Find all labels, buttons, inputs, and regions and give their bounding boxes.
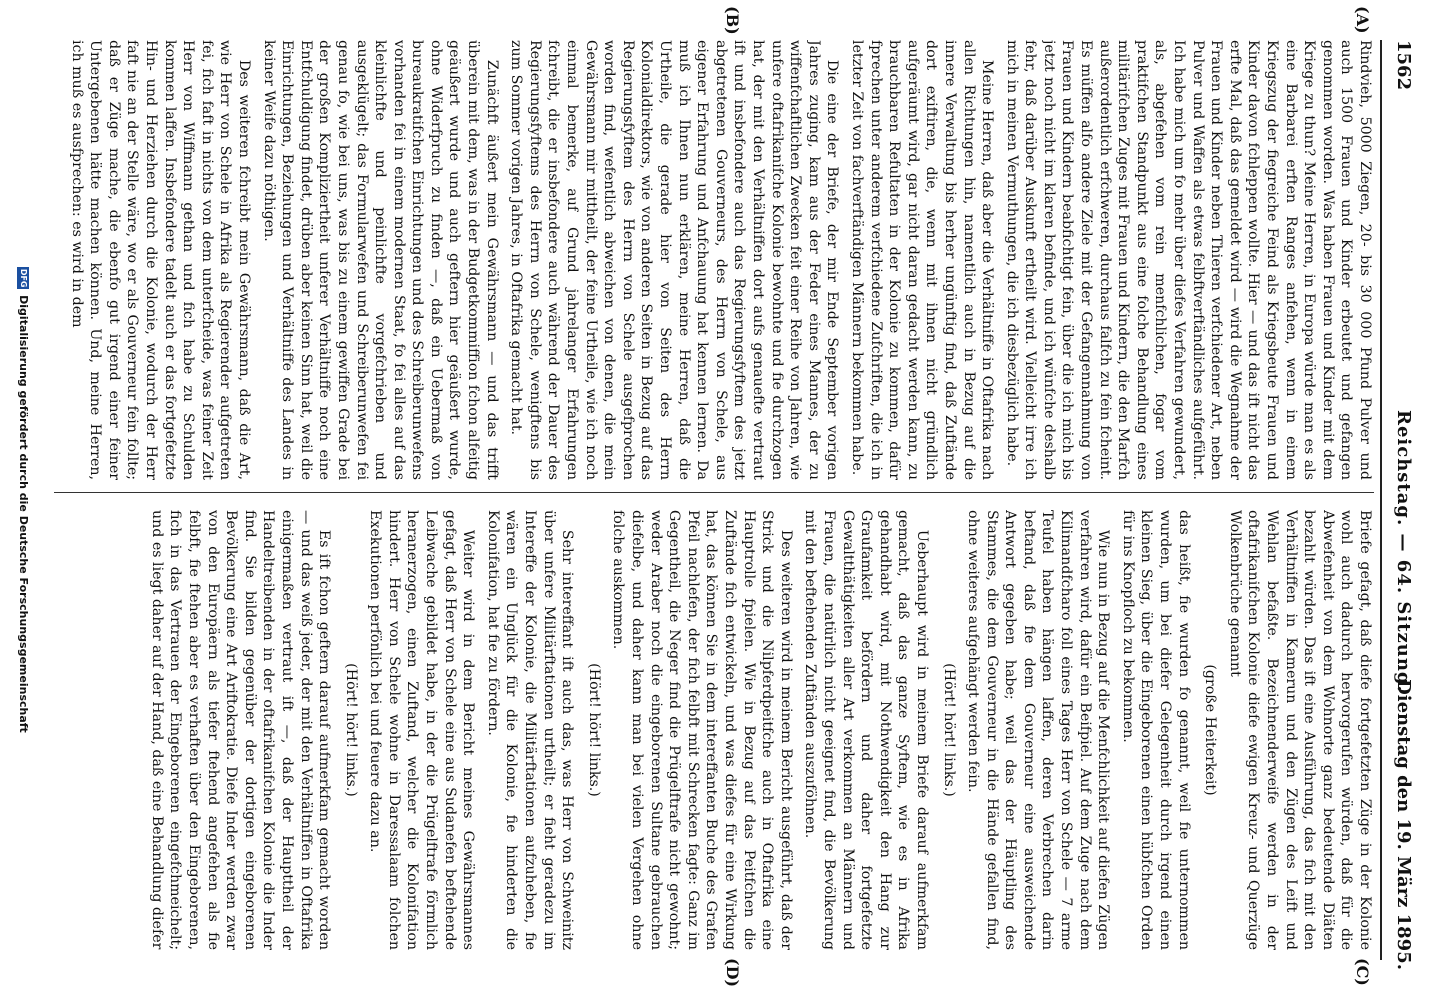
session-title: Reichstag. — 64. Sitzung. — [1393, 410, 1414, 693]
margin-marker-b: (B) — [723, 6, 742, 35]
dfg-logo-icon: DFG — [19, 268, 28, 288]
credit-text: Digitalisierung gefördert durch die Deutsche Forschungsgemeinschaft — [17, 295, 30, 733]
interjection: (große Heiterkeit) — [1202, 664, 1219, 796]
paragraph: Briefe gefagt, daß diefe fortgefetzten Züge in der Kolonie wohl auch dadurch hervorgerufen würden, daß für die Abwefenheit von dem Wohnorte ganz bedeutende Diäten bezahlt würden. Das ift eine Ausführung, das fich mit den Verhältniffen in Kamerun und den Zügen des Leift und Wehlan befaßte. Bezeichnenderweife werden in der oftafrikanifchen Kolonie diefe ewigen Kreuz- und Querzüge Wolkenbrüche genannt — [1226, 510, 1373, 950]
interjection: (Hört! hört! links.) — [342, 663, 359, 797]
paragraph: Des weiteren wird in meinem Bericht ausgeführt, daß der Strick und die Nilpferdpeitfche auch in Oftafrika eine Hauptrolle fpielen. Wie in Bezug auf das Peitfchen die Zuftände fich entwickeln, und was diefes für eine Wirkung hat, das können Sie in dem intereffanten Buche des Grafen Pfeil nachlefen, der fich felbft mit Schrecken fagte: Ganz im Gegentheil, die Neger find die Prügelftrafe nicht gewohnt; weder Araber noch die eingeborenen Sultane gebrauchen diefelbe, und daher kann man bei vielen Vergehen ohne folche auskommen. — [610, 510, 794, 950]
paragraph: Es ift fchon geftern darauf aufmerkfam gemacht worden — und das weiß jeder, der mit den Verhältniffen in Oftafrika einigermaßen vertraut ift —, daß der Haupttheil der Handeltreibenden in der oftafrikanifchen Kolonie die Inder find. Sie bilden gegenüber der dortigen eingeborenen Bevölkerung eine Art Ariftokratie. Diefe Inder werden zwar von den Europäern als tiefer ftehend angefehen als fie felbft, fie ftehen aber es verhaften über den Eingeborenen, fich in das Vertrauen der Eingeborenen eingefchmeichelt; und es liegt daher auf der Hand, daß eine Behandlung diefer — [148, 510, 333, 950]
paragraph: Wie nun in Bezug auf die Menfchlichkeit auf diefen Zügen verfahren wird, dafür ein Beifpiel. Auf dem Zuge nach dem Kilimandfcharo foll eines Tages Herr von Schele — 7 arme Teufel haben hängen laffen, deren Verbrechen darin beftand, daß fie dem Gouverneur eine ausweichende Antwort gegeben habe; weil das der Häuptling des Stammes, die dem Gouverneur in die Hände gefallen find, ohne weiteres aufgehängt werden fein. — [965, 510, 1112, 950]
column-divider — [54, 492, 1374, 493]
page-number: 1562 — [1393, 40, 1414, 91]
margin-marker-d: (D) — [723, 958, 742, 988]
paragraph: Rindvieh, 5000 Ziegen, 20- bis 30 000 Pfund Pulver und auch 1500 Frauen und Kinder erbeutet und gefangen genommen worden. Was haben Frauen und Kinder mit dem Kriege zu thun? Meine Herren, in Europa würde man es als eine Barbarei erften Ranges anfehen, wenn in einem Kriegszug der fiegreiche Feind als Kriegsbeute Frauen und Kinder davon fchleppen wollte. Hier — und das ift nicht das erfte Mal, daß das gemeldet wird — wird die Wegnahme der Frauen und Kinder neben Thieren verfchiedener Art, neben Pulver und Waffen als etwas felbftverftändliches aufgeführt. Ich habe mich um fo mehr über diefes Verfahren gewundert, als, abgefehen vom rein menfchlichen, fogar vom praktifchen Standpunkt aus eine folche Behandlung eines militärifchen Zuges mit Frauen und Kindern, die den Marfch außerordentlich erfchweren, durchaus falfch zu fein fcheint. Es müffen alfo andere Ziele mit der Gefangennahmung von Frauen und Kindern beabfichtigt fein, über die ich mich bis jetzt noch nicht im klaren befinde, und ich wünfche deshalb fehr, daß darüber Auskunft ertheilt wird. Vielleicht irre ich mich in meinen Vermuthungen, die ich diesbezüglich habe. — [1003, 40, 1373, 480]
paragraph: Weiter wird in dem Bericht meines Gewährsmannes gefagt, daß Herr von Schele eine aus Sudanefen beftehende Leibwache gebildet habe, in der die Prügelftrafe förmlich heranerzogen, einen Zuftand, welcher die Kolonifation hindert. Herr von Schele wohne in Daressalaam folchen Exekutionen perfönlich bei und feuere dazu an. — [367, 510, 477, 950]
session-date: Dienstag den 19. März 1895. — [1393, 679, 1414, 970]
paragraph: Die eine der Briefe, der mir Ende September vorigen Jahres zuging, kam aus der Feder eines Mannes, der zu wiffenfchaftlichen Zwecken feit einer Reihe von Jahren, wie unfere oftafrikanifche Kolonie bewohnte und fie durchzogen hat, der mit den Verhältniffen dort aufs genauefte vertraut ift und insbefondere auch das Regierungsfyftem des jetzt abgetretenen Gouverneurs, des Herrn von Schele, aus eigener Erfahrung und Anfchauung hat kennen lernen. Da muß ich Ihnen nun erklären, meine Herren, daß die Urtheile, die gerade hier von Seiten des Herrn Kolonialdirektors, wie von anderen Seiten in Bezug auf das Regierungsfyftem des Herrn von Schele ausgefprochen worden find, wefentlich abweichen von denen, die mein Gewährsmann mir mittheilt, der feine Urtheile, wie ich noch einmal bemerke, auf Grund jahrelanger Erfahrungen fchreibt, die er insbefondere auch während der Dauer des Regierungsfyftems des Herrn von Schele, wenigftens bis zum Sommer vorigen Jahres, in Oftafrika gemacht hat. — [508, 40, 841, 480]
paragraph: Sehr intereffant ift auch das, was Herr von Schweinitz über unfere Militärftationen urtheilt; er fieht geradezu im Intereffe der Kolonie, die Militärftationen aufzuheben, fie wären ein Unglück für die Kolonie, fie hinderten die Kolonifation, hat fie zu fördern. — [484, 510, 576, 950]
paragraph: Zunächft äußert mein Gewährsmann — und das trifft überein mit dem, was in der Budgetkommiffion fchon alfeitig geäußert wurde und auch geftern hier geäußert wurde, ohne Widerfpruch zu finden —, daß ein Uebermaß von bureaukratifchen Einrichtungen und des Schreiberunwefens vorhanden fei in einem modernen Staat, fo fei alles auf das kleinlichfte und peinlichfte vorgefchrieben und ausgeklügelt; das Formularwefen und Schreiberunwefen fei genau fo, wie bei uns, was bis zu einem gewiffen Grade bei der großen Kompliziertheit unferer Verhältniffe noch eine Entfchuldigung findet, drüben aber keinen Sinn hat, weil die Einrichtungen, Beziehungen und Verhältniffe des Landes in keiner Weife dazu nöthigen. — [260, 40, 500, 480]
interjection: (Hört! hört! links.) — [585, 663, 602, 797]
margin-marker-c: (C) — [1353, 958, 1372, 986]
left-column — [54, 40, 1374, 480]
margin-marker-a: (A) — [1353, 6, 1372, 34]
interjection: (Hört! hört! links.) — [940, 663, 957, 797]
digitization-credit — [4, 0, 30, 1000]
paragraph: Meine Herren, daß aber die Verhältniffe in Oftafrika nach allen Richtungen hin, namentlich auch in Bezug auf die innere Verwaltung bis herher ungünftig find, daß Zuftände dort exiftiren, die, wenn mit ihnen nicht gründlich aufgeräumt wird, gar nicht daran gedacht werden kann, zu brauchbaren Refultaten in der Kolonie zu kommen, dafür fprechen unter anderem verfchiedene Zufchriften, die ich in letzter Zeit von fachverftändigen Männern bekommen habe. — [848, 40, 996, 480]
page-header — [1386, 40, 1420, 970]
paragraph: das heißt, fie wurden fo genannt, weil fie unternommen wurden, um bei diefer Gelegenheit durch irgend einen kleinen Sieg, über die Eingeborenen einen hübfchen Orden für ins Knopfloch zu bekommen. — [1119, 510, 1192, 950]
right-column — [54, 510, 1374, 950]
paragraph: Des weiteren fchreibt mein Gewährsmann, daß die Art, wie Herr von Schele in Afrika als Regierender aufgetreten fei, fich faft in nichts von dem unterfcheide, was feiner Zeit Herr von Wiffmann gethan und fich habe zu Schulden kommen laffen. Insbefondere tadelt auch er das fortgefetzte Hin- und Herziehen durch die Kolonie, wodurch der Herr faft nie an der Stelle wäre, wo er als Gouverneur fein follte; daß er Züge mache, die ebenfo gut irgend einer feiner Untergebenen hätte machen können. Und, meine Herren, ich muß es ausfprechen: es wird in dem — [68, 40, 252, 480]
paragraph: Ueberhaupt wird in meinem Briefe darauf aufmerkfam gemacht, daß das ganze Syftem, wie es in Afrika gehandhabt wird, mit Nothwendigkeit den Hang zur Graufamkeit befördern und daher fortgefetzte Gewaltthätigkeiten aller Art verkommen an Männern und Frauen, die natürlich nicht geeignet find, die Bevölkerung mit den beftehenden Zuftänden auszuföhnen. — [802, 510, 930, 950]
header-rule — [1380, 40, 1382, 960]
